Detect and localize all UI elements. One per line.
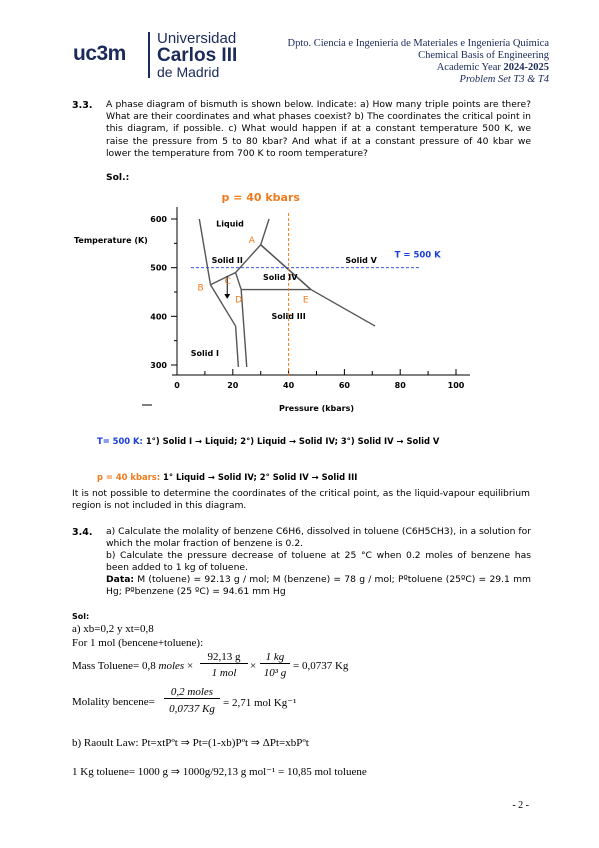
logo-divider: [148, 32, 150, 78]
phase-boundary: [261, 219, 269, 245]
y-tick-label: 400: [150, 312, 167, 322]
molality-den: 0,0737 Kg: [169, 703, 215, 715]
question-number-3-3: 3.3.: [72, 100, 93, 111]
question-3-4-b: b) Calculate the pressure decrease of toluene at 25 °C when 0.2 moles of benzene has been added to 1 kg of toluene.: [106, 550, 531, 574]
molality-num: 0,2 moles: [164, 686, 220, 699]
point-label-c: C: [224, 276, 231, 287]
logo-madrid: de Madrid: [157, 64, 220, 80]
region-label: Solid IV: [263, 272, 298, 282]
logo-uc3m: uc3m: [73, 42, 126, 65]
question-3-4-data: Data: M (toluene) = 92.13 g / mol; M (benzene) = 78 g / mol; Pºtoluene (25ºC) = 29.1 mm Hg; Pºbenzene (25 ºC) = 94.61 mm Hg: [106, 574, 531, 598]
region-label: Solid II: [211, 255, 243, 265]
frac1-num: 92,13 g: [200, 651, 248, 664]
x-axis-label: Pressure (kbars): [278, 404, 355, 413]
y-tick-label: 500: [150, 263, 167, 273]
chart-title: p = 40 kbars: [221, 191, 300, 204]
point-label-b: B: [197, 283, 204, 294]
region-label: Solid I: [190, 349, 220, 359]
mass-result: = 0,0737 Kg: [293, 660, 349, 672]
raoult-law: b) Raoult Law: Pt=xtPºt ⇒ Pt=(1-xb)Pºt ⇒ ΔPt=xbPºt: [72, 737, 309, 749]
region-label: Liquid: [216, 219, 244, 229]
region-label: Solid III: [271, 311, 306, 321]
question-number-3-4: 3.4.: [72, 527, 93, 538]
phase-boundary: [261, 245, 311, 290]
phase-boundary: [199, 219, 210, 285]
question-3-4-a: a) Calculate the molality of benzene C6H6, dissolved in toluene (C6H5CH3), in a solution for which the molar fraction of benzene is 0.2.: [106, 526, 531, 550]
logo-carlos: Carlos III: [157, 45, 238, 66]
y-tick-label: 600: [150, 215, 167, 224]
sol-for1: For 1 mol (bencene+toluene):: [72, 637, 204, 649]
x-tick-label: 60: [338, 381, 350, 390]
point-label-a: A: [248, 235, 255, 246]
isotherm-label: T = 500 K: [394, 250, 441, 261]
frac2-num: 1 kg: [260, 651, 290, 664]
times-sign: ×: [250, 660, 257, 672]
molality-result: = 2,71 mol Kg⁻¹: [223, 697, 297, 709]
answer-t500: T= 500 K: 1°) Solid I → Liquid; 2°) Liquid → Solid IV; 3°) Solid IV → Solid V: [97, 436, 440, 446]
answer-p40: p = 40 kbars: 1° Liquid → Solid IV; 2° Solid IV → Solid III: [97, 472, 358, 482]
region-label: Solid V: [345, 255, 377, 265]
phase-boundary: [311, 290, 375, 327]
sol-a-line: a) xb=0,2 y xt=0,8: [72, 623, 154, 635]
x-tick-label: 100: [447, 381, 465, 390]
frac2-den: 10³ g: [263, 667, 287, 679]
header-dept: Dpto. Ciencia e Ingeniería de Materiales e Ingeniería Química: [287, 38, 549, 49]
y-axis-label: Temperature (K): [74, 236, 148, 245]
phase-boundary: [236, 273, 242, 290]
logo-university: Universidad: [157, 30, 237, 47]
critical-point-note: It is not possible to determine the coordinates of the critical point, as the liquid-vapour equilibrium region is not included in this diagram.: [72, 488, 530, 512]
cooling-arrow-head: [224, 294, 230, 299]
frac1-den: 1 mol: [211, 667, 237, 679]
x-tick-label: 20: [227, 381, 239, 390]
header-year: Academic Year 2024-2025: [436, 62, 549, 73]
header-problem-set: Problem Set T3 & T4: [459, 74, 549, 85]
question-3-3-text: A phase diagram of bismuth is shown below. Indicate: a) How many triple points are there? What are their coordinates and what phases coexist? b) The coordinates the critical point in this diagram, if possible. c) What would happen if at a constant temperature 500 K, we raise the pressure from 5 to 80 kbar? And what if at a constant pressure of 40 kbar we lower the temperature from 700 K to room temperature?: [106, 99, 531, 159]
header-course: Chemical Basis of Engineering: [418, 50, 549, 61]
molality-prefix: Molality bencene=: [72, 696, 155, 708]
y-tick-label: 300: [150, 361, 167, 370]
phase-boundary: [210, 285, 235, 326]
phase-boundary: [210, 273, 235, 285]
toluene-moles: 1 Kg toluene= 1000 g ⇒ 1000g/92,13 g mol⁻¹ = 10,85 mol toluene: [72, 766, 367, 778]
phase-boundary: [236, 326, 239, 367]
page-number: - 2 -: [512, 800, 529, 811]
x-tick-label: 80: [394, 381, 406, 390]
phase-diagram: [60, 185, 500, 425]
x-tick-label: 40: [283, 381, 295, 390]
point-label-d: D: [235, 295, 243, 306]
x-tick-label: 0: [174, 381, 180, 390]
solution-label: Sol.:: [106, 172, 130, 183]
mass-toluene: Mass Toluene= 0,8 moles ×: [72, 660, 194, 672]
point-label-e: E: [302, 295, 309, 306]
sol-label: Sol:: [72, 612, 90, 621]
